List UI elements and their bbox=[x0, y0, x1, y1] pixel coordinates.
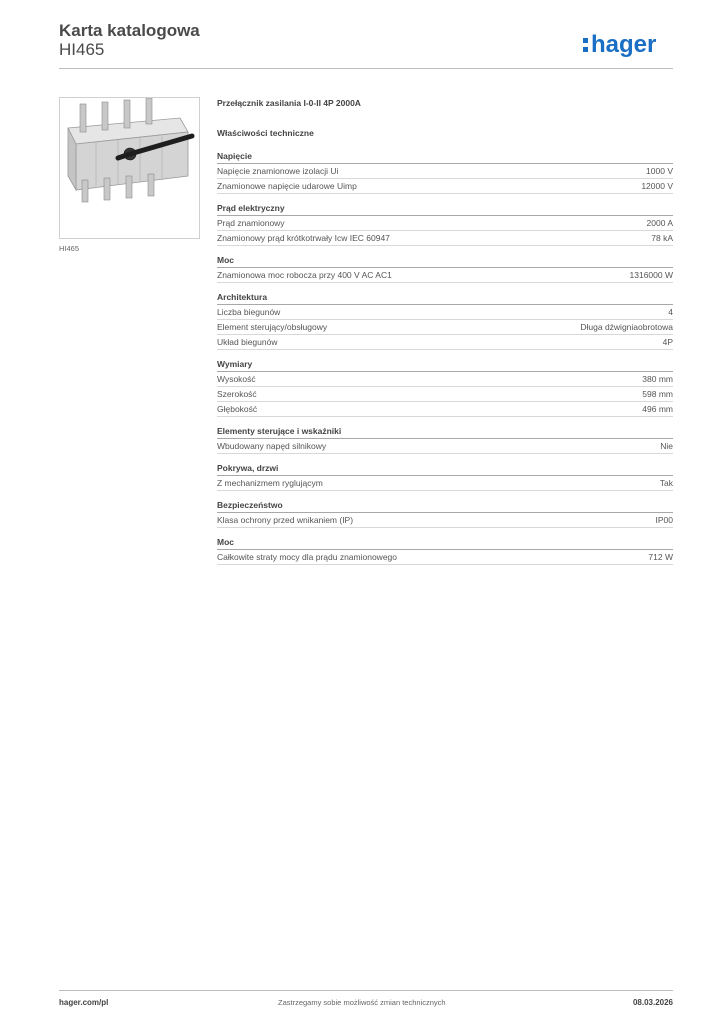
property-row bbox=[217, 550, 673, 565]
property-value: 380 mm bbox=[642, 374, 673, 384]
property-section bbox=[217, 462, 673, 491]
property-section bbox=[217, 536, 673, 565]
footer-disclaimer: Zastrzegamy sobie możliwość zmian technicznych bbox=[278, 998, 446, 1007]
switch-illustration bbox=[60, 98, 199, 238]
property-label: Szerokość bbox=[217, 389, 257, 399]
property-label: Napięcie znamionowe izolacji Ui bbox=[217, 166, 339, 176]
property-label: Znamionowe napięcie udarowe Uimp bbox=[217, 181, 357, 191]
property-label: Element sterujący/obsługowy bbox=[217, 322, 328, 332]
property-row bbox=[217, 268, 673, 283]
property-label: Z mechanizmem ryglującym bbox=[217, 478, 323, 488]
property-row bbox=[217, 305, 673, 320]
image-caption: HI465 bbox=[59, 244, 80, 253]
property-section bbox=[217, 358, 673, 417]
property-label: Znamionowa moc robocza przy 400 V AC AC1 bbox=[217, 270, 392, 280]
property-row bbox=[217, 335, 673, 350]
properties-sections bbox=[217, 150, 673, 565]
header-divider bbox=[59, 68, 673, 69]
footer-date: 08.03.2026 bbox=[632, 998, 673, 1007]
section-title: Napięcie bbox=[217, 150, 673, 164]
property-label: Całkowite straty mocy dla prądu znamionowego bbox=[217, 552, 398, 562]
property-value: 4P bbox=[662, 337, 673, 347]
property-label: Głębokość bbox=[217, 404, 258, 414]
property-label: Liczba biegunów bbox=[217, 307, 281, 317]
property-value: 4 bbox=[668, 307, 673, 317]
property-value: Długa dźwigniaobrotowa bbox=[580, 322, 673, 332]
property-section bbox=[217, 425, 673, 454]
property-value: 1316000 W bbox=[629, 270, 673, 280]
property-value: 712 W bbox=[648, 552, 673, 562]
property-value: 1000 V bbox=[646, 166, 673, 176]
property-row bbox=[217, 320, 673, 335]
section-title: Elementy sterujące i wskaźniki bbox=[217, 425, 673, 439]
logo-text: hager bbox=[591, 31, 657, 58]
property-row bbox=[217, 387, 673, 402]
property-section bbox=[217, 150, 673, 194]
property-value: Tak bbox=[659, 478, 673, 488]
property-value: 12000 V bbox=[641, 181, 673, 191]
property-label: Układ biegunów bbox=[217, 337, 278, 347]
section-title: Moc bbox=[217, 254, 673, 268]
property-row bbox=[217, 372, 673, 387]
property-label: Wysokość bbox=[217, 374, 256, 384]
property-section bbox=[217, 499, 673, 528]
property-label: Wbudowany napęd silnikowy bbox=[217, 441, 327, 451]
product-image bbox=[59, 97, 200, 239]
property-value: 496 mm bbox=[642, 404, 673, 414]
property-value: 2000 A bbox=[646, 218, 673, 228]
section-title: Pokrywa, drzwi bbox=[217, 462, 673, 476]
property-value: 598 mm bbox=[642, 389, 673, 399]
footer-divider bbox=[59, 990, 673, 991]
property-row bbox=[217, 216, 673, 231]
property-label: Znamionowy prąd krótkotrwały Icw IEC 60947 bbox=[217, 233, 390, 243]
property-row bbox=[217, 439, 673, 454]
section-title: Architektura bbox=[217, 291, 673, 305]
property-row bbox=[217, 164, 673, 179]
section-title: Wymiary bbox=[217, 358, 673, 372]
property-row bbox=[217, 179, 673, 194]
product-name: Przełącznik zasilania I-0-II 4P 2000A bbox=[217, 98, 361, 108]
property-row bbox=[217, 402, 673, 417]
properties-heading: Właściwości techniczne bbox=[217, 128, 314, 138]
property-section bbox=[217, 202, 673, 246]
footer-website: hager.com/pl bbox=[59, 998, 109, 1007]
document-title: Karta katalogowa bbox=[59, 21, 200, 40]
property-value: 78 kA bbox=[651, 233, 673, 243]
hager-logo bbox=[582, 26, 674, 62]
product-content bbox=[217, 96, 673, 565]
property-row bbox=[217, 231, 673, 246]
product-reference: HI465 bbox=[59, 40, 105, 59]
property-section bbox=[217, 254, 673, 283]
section-title: Prąd elektryczny bbox=[217, 202, 673, 216]
section-title: Bezpieczeństwo bbox=[217, 499, 673, 513]
property-label: Prąd znamionowy bbox=[217, 218, 285, 228]
property-row bbox=[217, 476, 673, 491]
property-label: Klasa ochrony przed wnikaniem (IP) bbox=[217, 515, 354, 525]
property-value: IP00 bbox=[655, 515, 673, 525]
property-row bbox=[217, 513, 673, 528]
property-value: Nie bbox=[660, 441, 673, 451]
property-section bbox=[217, 291, 673, 350]
section-title: Moc bbox=[217, 536, 673, 550]
